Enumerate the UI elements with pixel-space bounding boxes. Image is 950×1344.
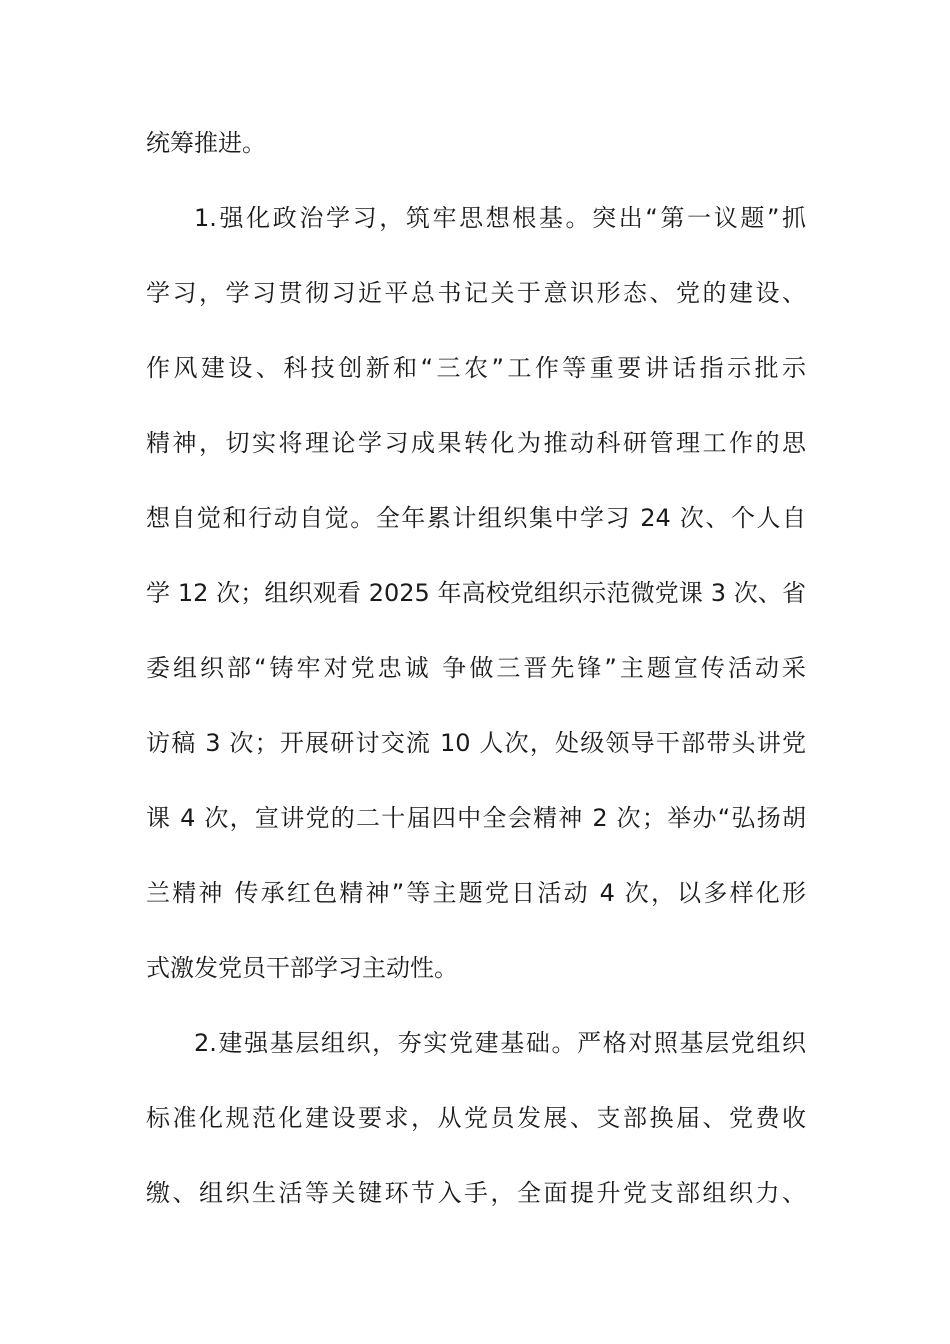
paragraph-1-line: 作风建设、科技创新和“三农”工作等重要讲话指示批示 <box>146 354 806 382</box>
paragraph-1-line: 想自觉和行动自觉。全年累计组织集中学习 24 次、个人自 <box>146 504 806 532</box>
paragraph-1-line: 精神，切实将理论学习成果转化为推动科研管理工作的思 <box>146 429 806 457</box>
paragraph-1-line: 兰精神 传承红色精神”等主题党日活动 4 次，以多样化形 <box>146 879 806 907</box>
intro-line: 统筹推进。 <box>146 129 266 157</box>
paragraph-1-line: 学 12 次；组织观看 2025 年高校党组织示范微党课 3 次、省 <box>146 579 806 607</box>
paragraph-1-line: 式激发党员干部学习主动性。 <box>146 954 458 982</box>
paragraph-1-line: 课 4 次，宣讲党的二十届四中全会精神 2 次；举办“弘扬胡 <box>146 804 806 832</box>
paragraph-2-line: 缴、组织生活等关键环节入手，全面提升党支部组织力、 <box>146 1179 806 1207</box>
paragraph-1-line: 学习，学习贯彻习近平总书记关于意识形态、党的建设、 <box>146 279 806 307</box>
paragraph-2-line: 2.建强基层组织，夯实党建基础。严格对照基层党组织 <box>194 1029 806 1057</box>
paragraph-1-line: 委组织部“铸牢对党忠诚 争做三晋先锋”主题宣传活动采 <box>146 654 806 682</box>
paragraph-2-line: 标准化规范化建设要求，从党员发展、支部换届、党费收 <box>146 1104 806 1132</box>
paragraph-1-line: 访稿 3 次；开展研讨交流 10 人次，处级领导干部带头讲党 <box>146 729 806 757</box>
paragraph-1-line: 1.强化政治学习，筑牢思想根基。突出“第一议题”抓 <box>194 204 806 232</box>
